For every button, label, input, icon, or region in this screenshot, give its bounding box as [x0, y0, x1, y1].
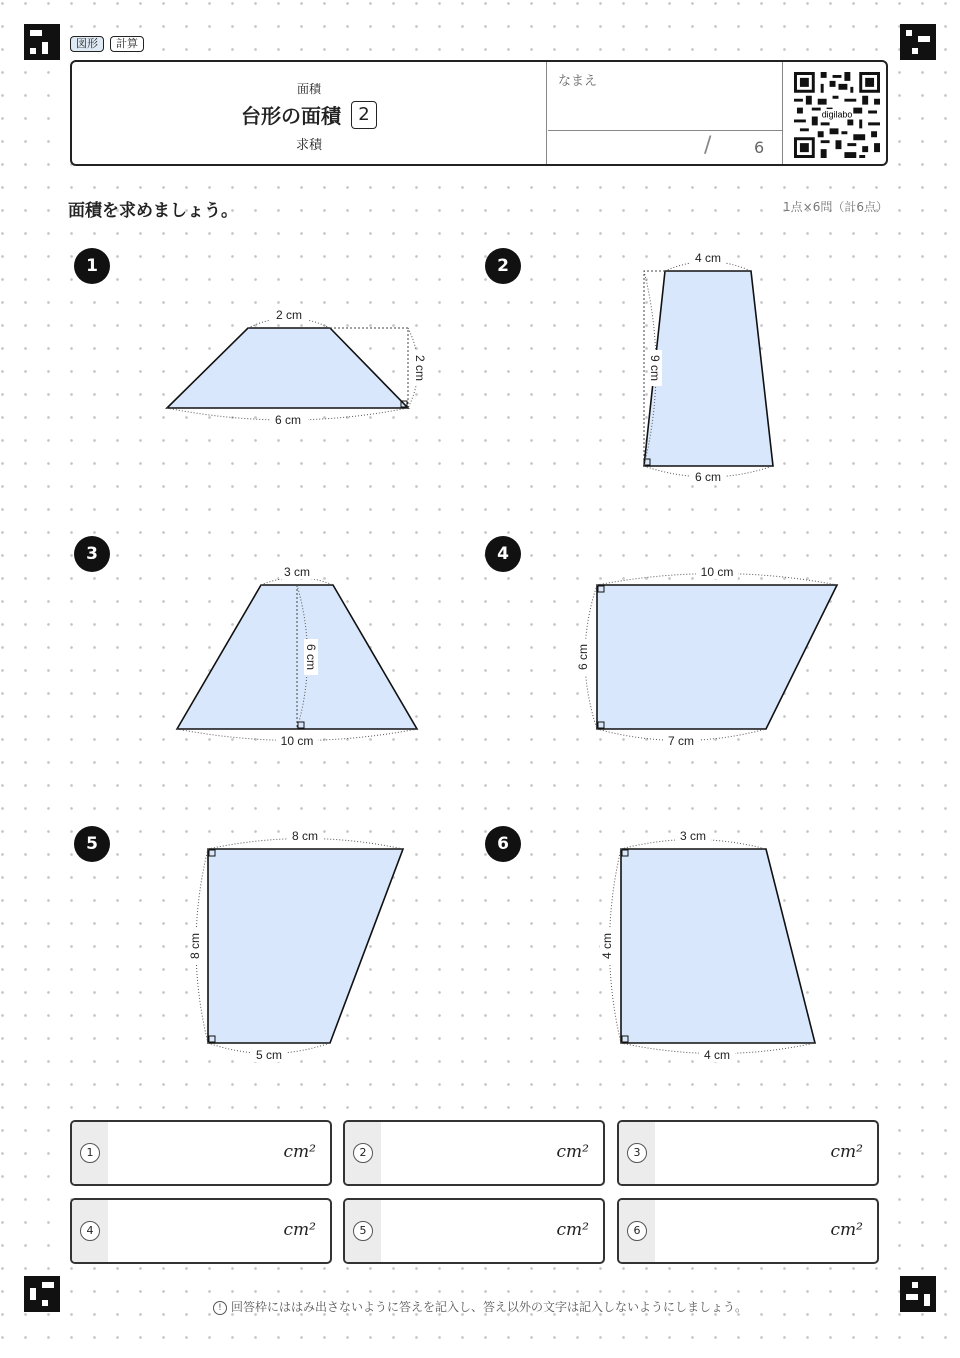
problem-badge: 4	[485, 536, 521, 572]
footer-text: 回答枠にははみ出さないように答えを記入し、答え以外の文字は記入しないようにしましょう。	[230, 1300, 747, 1314]
problem-badge: 1	[74, 248, 110, 284]
answer-number: 4	[80, 1221, 100, 1241]
label-bottom: 6 cm	[274, 413, 302, 427]
points-text: 1点×6問（計6点）	[783, 200, 888, 214]
category-label: 面積	[296, 82, 321, 96]
score-slash: /	[704, 133, 712, 158]
label-height: 9 cm	[648, 354, 662, 382]
label-height: 6 cm	[576, 643, 590, 671]
title-text: 台形の面積	[241, 104, 341, 128]
instruction-text: 面積を求めましょう。	[68, 201, 238, 221]
problem-badge: 6	[485, 826, 521, 862]
label-top: 8 cm	[291, 829, 319, 843]
trapezoid-figure-2	[644, 251, 773, 484]
name-label: なまえ	[558, 74, 598, 89]
trapezoid-figure-5	[188, 829, 403, 1062]
label-bottom: 4 cm	[703, 1048, 731, 1062]
label-bottom: 10 cm	[280, 734, 314, 748]
problem-badge: 3	[74, 536, 110, 572]
answer-number: 6	[627, 1221, 647, 1241]
answer-number: 5	[353, 1221, 373, 1241]
answer-box[interactable]	[70, 1198, 332, 1264]
problem-badge: 2	[485, 248, 521, 284]
label-top: 10 cm	[700, 565, 734, 579]
answer-unit: cm²	[556, 1142, 589, 1162]
score-total: 6	[754, 138, 765, 157]
label-top: 2 cm	[275, 308, 303, 322]
problem-badge: 5	[74, 826, 110, 862]
label-top: 3 cm	[283, 565, 311, 579]
answer-unit: cm²	[283, 1220, 316, 1240]
trapezoid-figure-6	[600, 829, 815, 1062]
trapezoid-figure-4	[576, 565, 837, 748]
answer-number: 3	[627, 1143, 647, 1163]
tag-calculation: 計算	[110, 36, 144, 52]
label-height: 8 cm	[188, 932, 202, 960]
trapezoid-figure-1	[167, 308, 427, 427]
answer-number: 1	[80, 1143, 100, 1163]
info-icon: !	[213, 1301, 227, 1315]
answer-box[interactable]	[617, 1120, 879, 1186]
answer-unit: cm²	[283, 1142, 316, 1162]
answer-box[interactable]	[617, 1198, 879, 1264]
title-number: 2	[351, 101, 377, 129]
answer-unit: cm²	[830, 1220, 863, 1240]
label-height: 4 cm	[600, 932, 614, 960]
answer-number: 2	[353, 1143, 373, 1163]
label-bottom: 6 cm	[694, 470, 722, 484]
footer-note	[0, 1298, 960, 1315]
answer-box[interactable]	[343, 1198, 605, 1264]
label-bottom: 5 cm	[255, 1048, 283, 1062]
answer-unit: cm²	[830, 1142, 863, 1162]
answer-unit: cm²	[556, 1220, 589, 1240]
label-bottom: 7 cm	[667, 734, 695, 748]
label-height: 2 cm	[413, 354, 427, 382]
tag-figure: 図形	[70, 36, 104, 52]
label-top: 4 cm	[694, 251, 722, 265]
answer-box[interactable]	[343, 1120, 605, 1186]
label-top: 3 cm	[679, 829, 707, 843]
trapezoid-figure-3	[177, 565, 417, 748]
qr-label: digilabo	[821, 109, 853, 120]
answer-box[interactable]	[70, 1120, 332, 1186]
label-height: 6 cm	[304, 643, 318, 671]
subtitle-label: 求積	[295, 138, 322, 153]
